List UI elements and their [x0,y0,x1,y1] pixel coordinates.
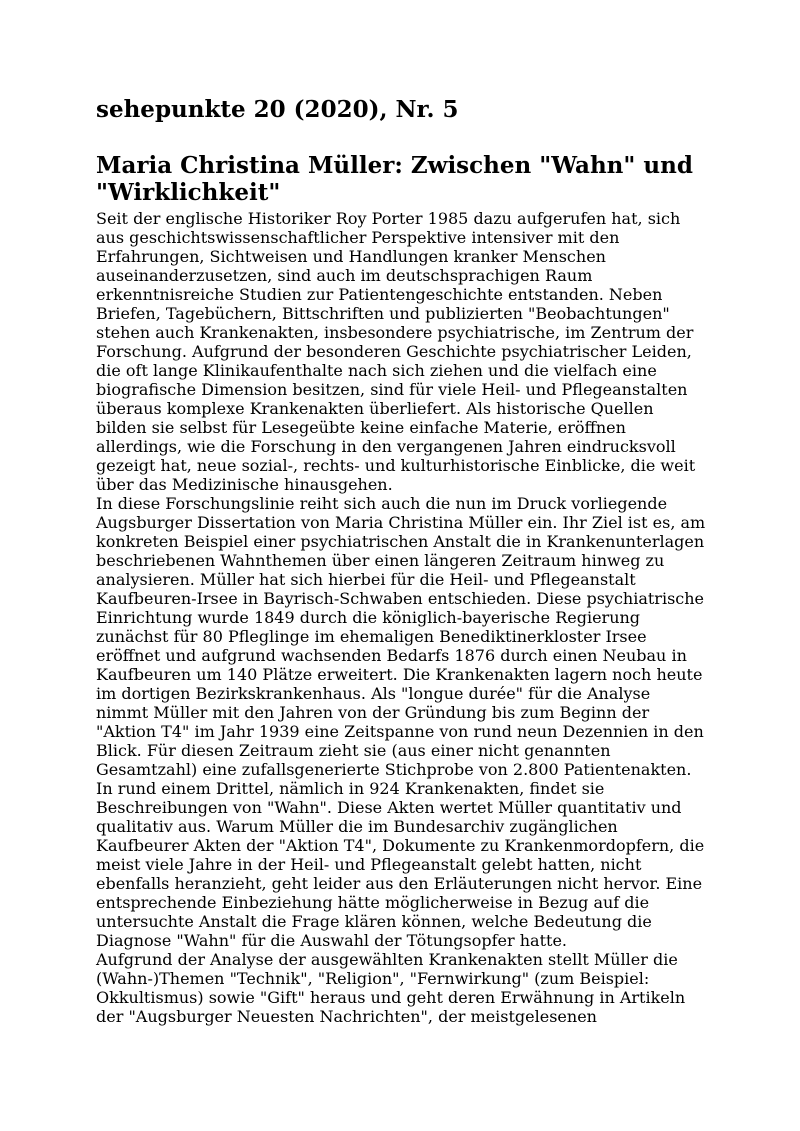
review-body [96,209,706,1026]
paragraph: In diese Forschungslinie reiht sich auch die nun im Druck vorliegende Augsburger Dissertation von Maria Christina Müller ein. Ihr Ziel ist es, am konkreten Beispiel einer psychiatrischen Anstalt die in Krankenunterlagen beschriebenen Wahnthemen über einen längeren Zeitraum hinweg zu analysieren. Müller hat sich hierbei für die Heil- und Pflegeanstalt Kaufbeuren-Irsee in Bayrisch-Schwaben entschieden. Diese psychiatrische Einrichtung wurde 1849 durch die königlich-bayerische Regierung zunächst für 80 Pfleglinge im ehemaligen Benediktinerkloster Irsee eröffnet und aufgrund wachsenden Bedarfs 1876 durch einen Neubau in Kaufbeuren um 140 Plätze erweitert. Die Krankenakten lagern noch heute im dortigen Bezirkskrankenhaus. Als "longue durée" für die Analyse nimmt Müller mit den Jahren von der Gründung bis zum Beginn der "Aktion T4" im Jahr 1939 eine Zeitspanne von rund neun Dezennien in den Blick. Für diesen Zeitraum zieht sie (aus einer nicht genannten Gesamtzahl) eine zufallsgenerierte Stichprobe von 2.800 Patientenakten. In rund einem Drittel, nämlich in 924 Krankenakten, findet sie Beschreibungen von "Wahn". Diese Akten wertet Müller quantitativ und qualitativ aus. Warum Müller die im Bundesarchiv zugänglichen Kaufbeurer Akten der "Aktion T4", Dokumente zu Krankenmordopfern, die meist viele Jahre in der Heil- und Pflegeanstalt gelebt hatten, nicht ebenfalls heranzieht, geht leider aus den Erläuterungen nicht hervor. Eine entsprechende Einbeziehung hätte möglicherweise in Bezug auf die untersuchte Anstalt die Frage klären können, welche Bedeutung die Diagnose "Wahn" für die Auswahl der Tötungsopfer hatte. [96,494,706,950]
review-title: Maria Christina Müller: Zwischen "Wahn" und "Wirklichkeit" [96,152,693,206]
journal-issue-heading: sehepunkte 20 (2020), Nr. 5 [96,96,459,123]
paragraph: Seit der englische Historiker Roy Porter 1985 dazu aufgerufen hat, sich aus geschichtswissenschaftlicher Perspektive intensiver mit den Erfahrungen, Sichtweisen und Handlungen kranker Menschen auseinanderzusetzen, sind auch im deutschsprachigen Raum erkenntnisreiche Studien zur Patientengeschichte entstanden. Neben Briefen, Tagebüchern, Bittschriften und publizierten "Beobachtungen" stehen auch Krankenakten, insbesondere psychiatrische, im Zentrum der Forschung. Aufgrund der besonderen Geschichte psychiatrischer Leiden, die oft lange Klinikaufenthalte nach sich ziehen und die vielfach eine biografische Dimension besitzen, sind für viele Heil- und Pflegeanstalten überaus komplexe Krankenakten überliefert. Als historische Quellen bilden sie selbst für Lesegeübte keine einfache Materie, eröffnen allerdings, wie die Forschung in den vergangenen Jahren eindrucksvoll gezeigt hat, neue sozial-, rechts- und kulturhistorische Einblicke, die weit über das Medizinische hinausgehen. [96,209,696,494]
document-page [96,94,706,1026]
paragraph: Aufgrund der Analyse der ausgewählten Krankenakten stellt Müller die (Wahn-)Themen "Technik", "Religion", "Fernwirkung" (zum Beispiel: Okkultismus) sowie "Gift" heraus und geht deren Erwähnung in Artikeln der "Augsburger Neuesten Nachrichten", der meistgelesenen [96,950,686,1026]
